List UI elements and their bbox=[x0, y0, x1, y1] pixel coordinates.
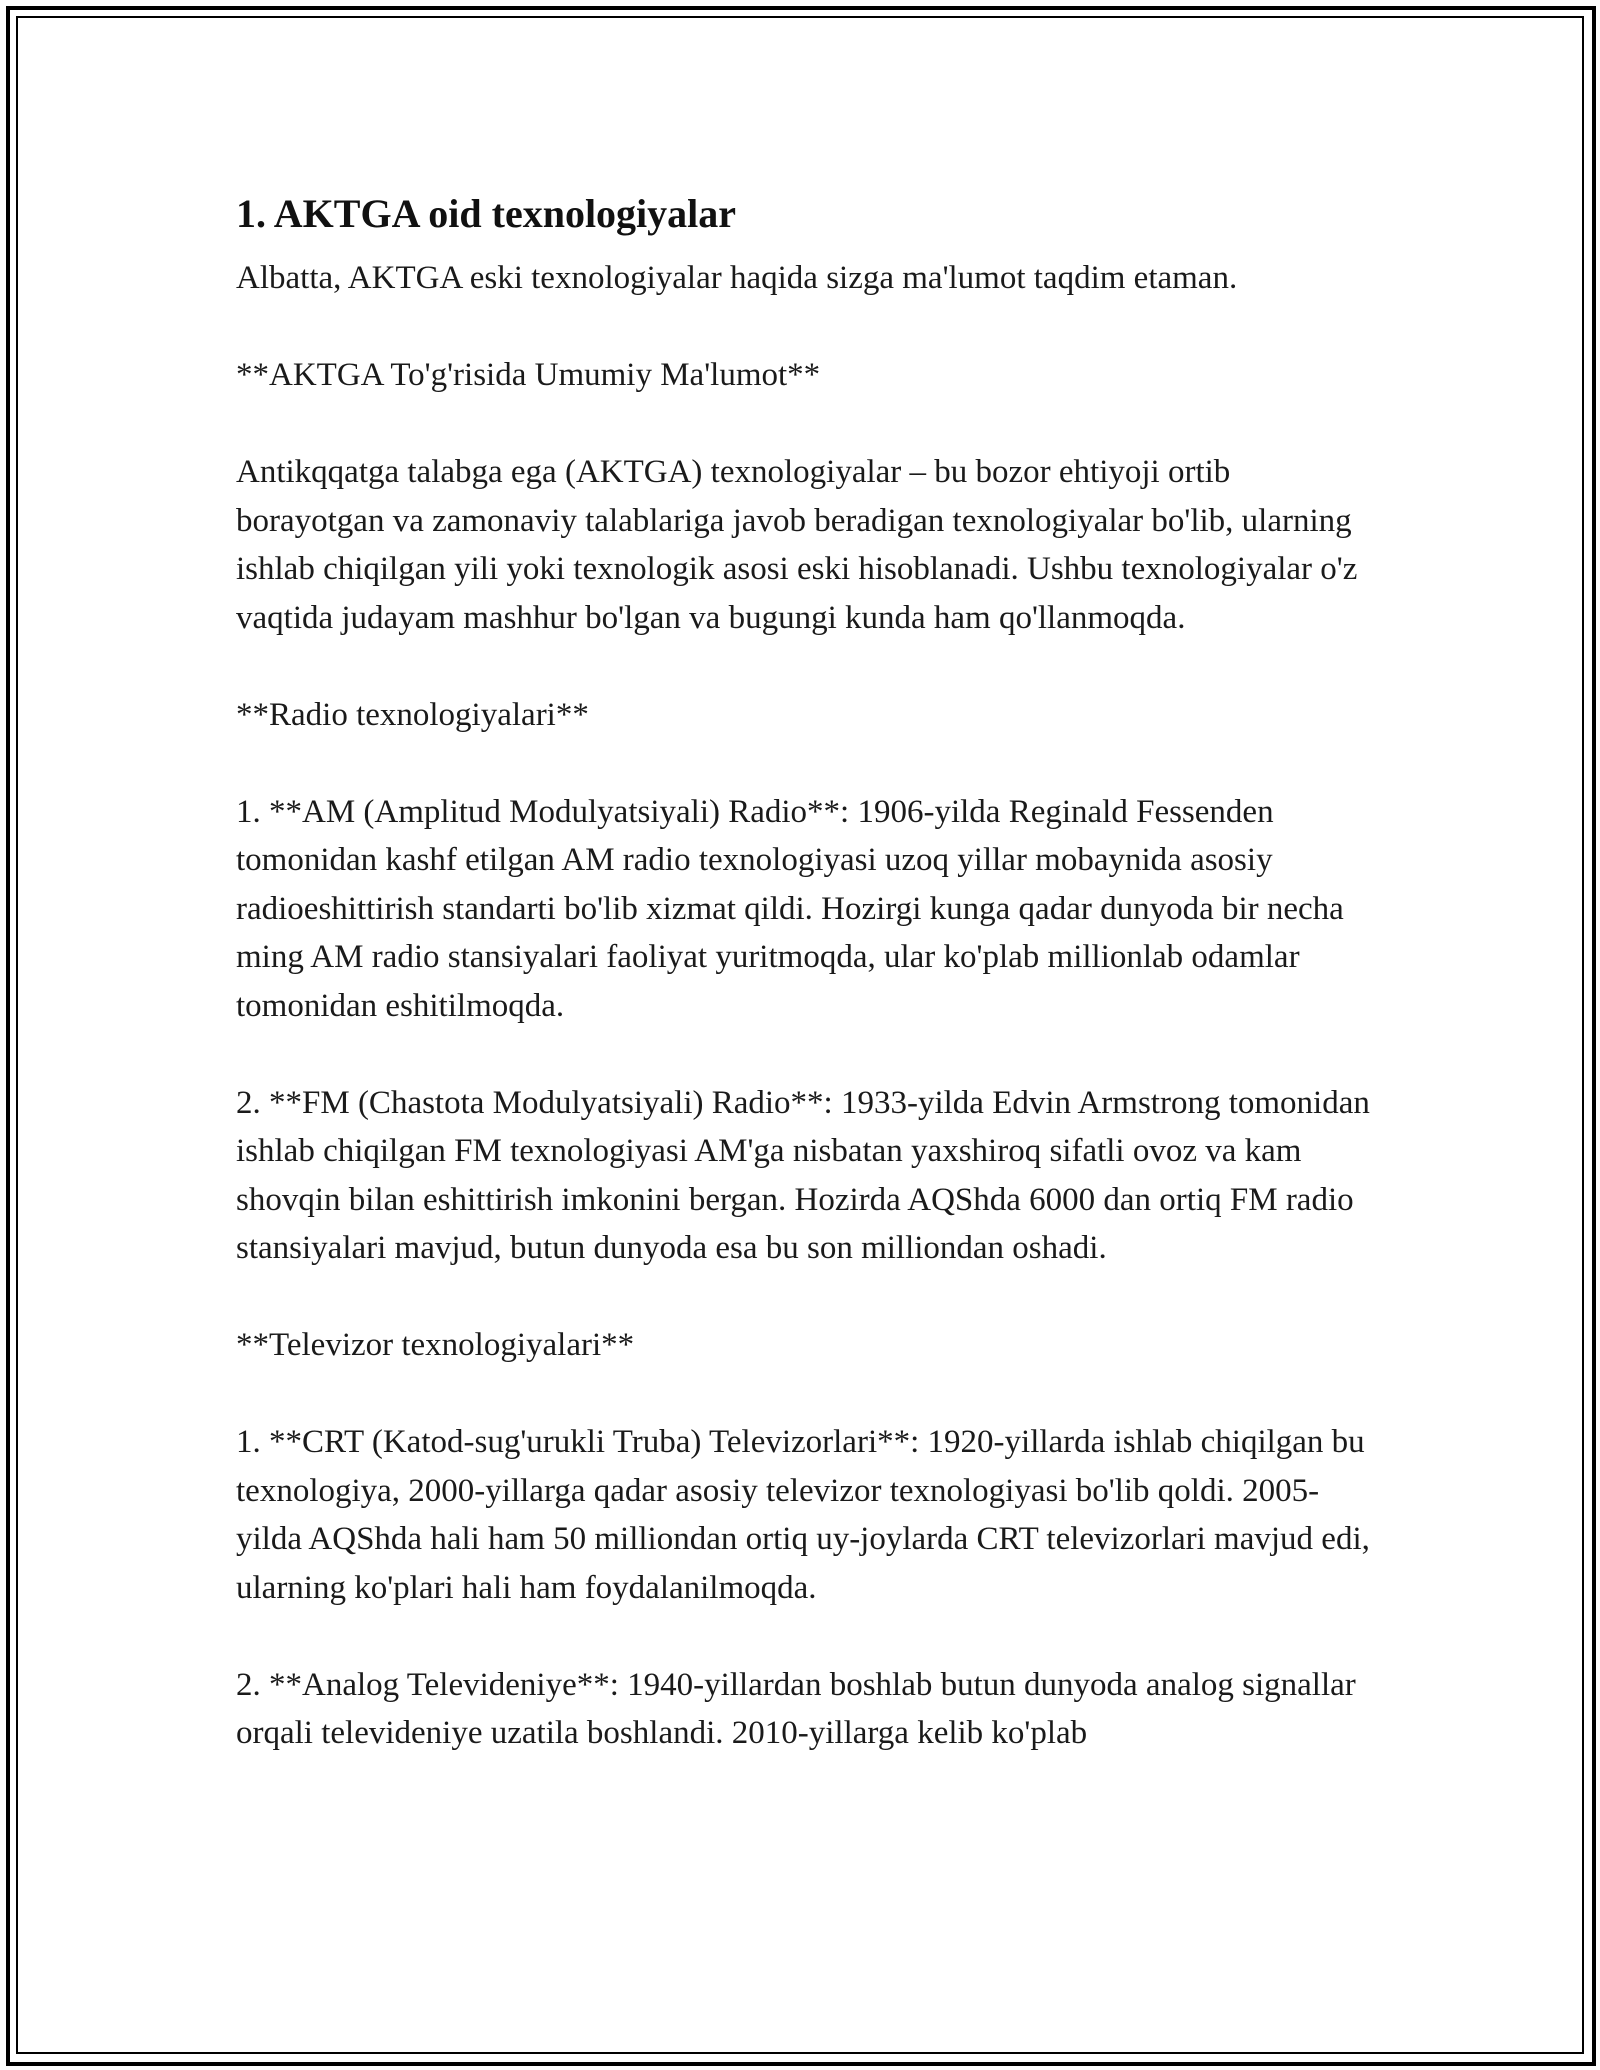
list-item-crt-tv: 1. **CRT (Katod-sug'urukli Truba) Televizorlari**: 1920-yillarda ishlab chiqilgan bu texnologiya, 2000-yillarga qadar asosiy televizor texnologiyasi bo'lib qoldi. 2005-yilda AQShda hali ham 50 milliondan ortiq uy-joylarda CRT televizorlari mavjud edi, ularning ko'plari hali ham foydalanilmoqda. bbox=[236, 1424, 1370, 1606]
section-heading-radio: **Radio texnologiyalari** bbox=[236, 696, 589, 733]
document-title: 1. AKTGA oid texnologiyalar bbox=[236, 191, 737, 236]
list-item-analog-tv: 2. **Analog Televideniye**: 1940-yillardan boshlab butun dunyoda analog signallar orqali televideniye uzatila boshlandi. 2010-yillarga kelib ko'plab bbox=[236, 1666, 1356, 1751]
list-item-am-radio: 1. **AM (Amplitud Modulyatsiyali) Radio**: 1906-yilda Reginald Fessenden tomonidan kashf etilgan AM radio texnologiyasi uzoq yillar mobaynida asosiy radioeshittirish standarti bo'lib xizmat qildi. Hozirgi kunga qadar dunyoda bir necha ming AM radio stansiyalari faoliyat yuritmoqda, ular ko'plab millionlab odamlar tomonidan eshitilmoqda. bbox=[236, 793, 1344, 1024]
document-body bbox=[236, 188, 1376, 1806]
intro-paragraph: Albatta, AKTGA eski texnologiyalar haqida sizga ma'lumot taqdim etaman. bbox=[236, 260, 1238, 296]
section-heading-general-info: **AKTGA To'g'risida Umumiy Ma'lumot** bbox=[236, 357, 821, 393]
section-heading-television: **Televizor texnologiyalari** bbox=[236, 1327, 635, 1363]
general-info-paragraph: Antikqqatga talabga ega (AKTGA) texnologiyalar – bu bozor ehtiyoji ortib borayotgan va zamonaviy talablariga javob beradigan texnologiyalar bo'lib, ularning ishlab chiqilgan yili yoki texnologik asosi eski hisoblanadi. Ushbu texnologiyalar o'z vaqtida judayam mashhur bo'lgan va bugungi kunda ham qo'llanmoqda. bbox=[236, 454, 1358, 636]
list-item-fm-radio: 2. **FM (Chastota Modulyatsiyali) Radio**: 1933-yilda Edvin Armstrong tomonidan ishlab chiqilgan FM texnologiyasi AM'ga nisbatan yaxshiroq sifatli ovoz va kam shovqin bilan eshittirish imkonini bergan. Hozirda AQShda 6000 dan ortiq FM radio stansiyalari mavjud, butun dunyoda esa bu son milliondan oshadi. bbox=[236, 1084, 1370, 1266]
